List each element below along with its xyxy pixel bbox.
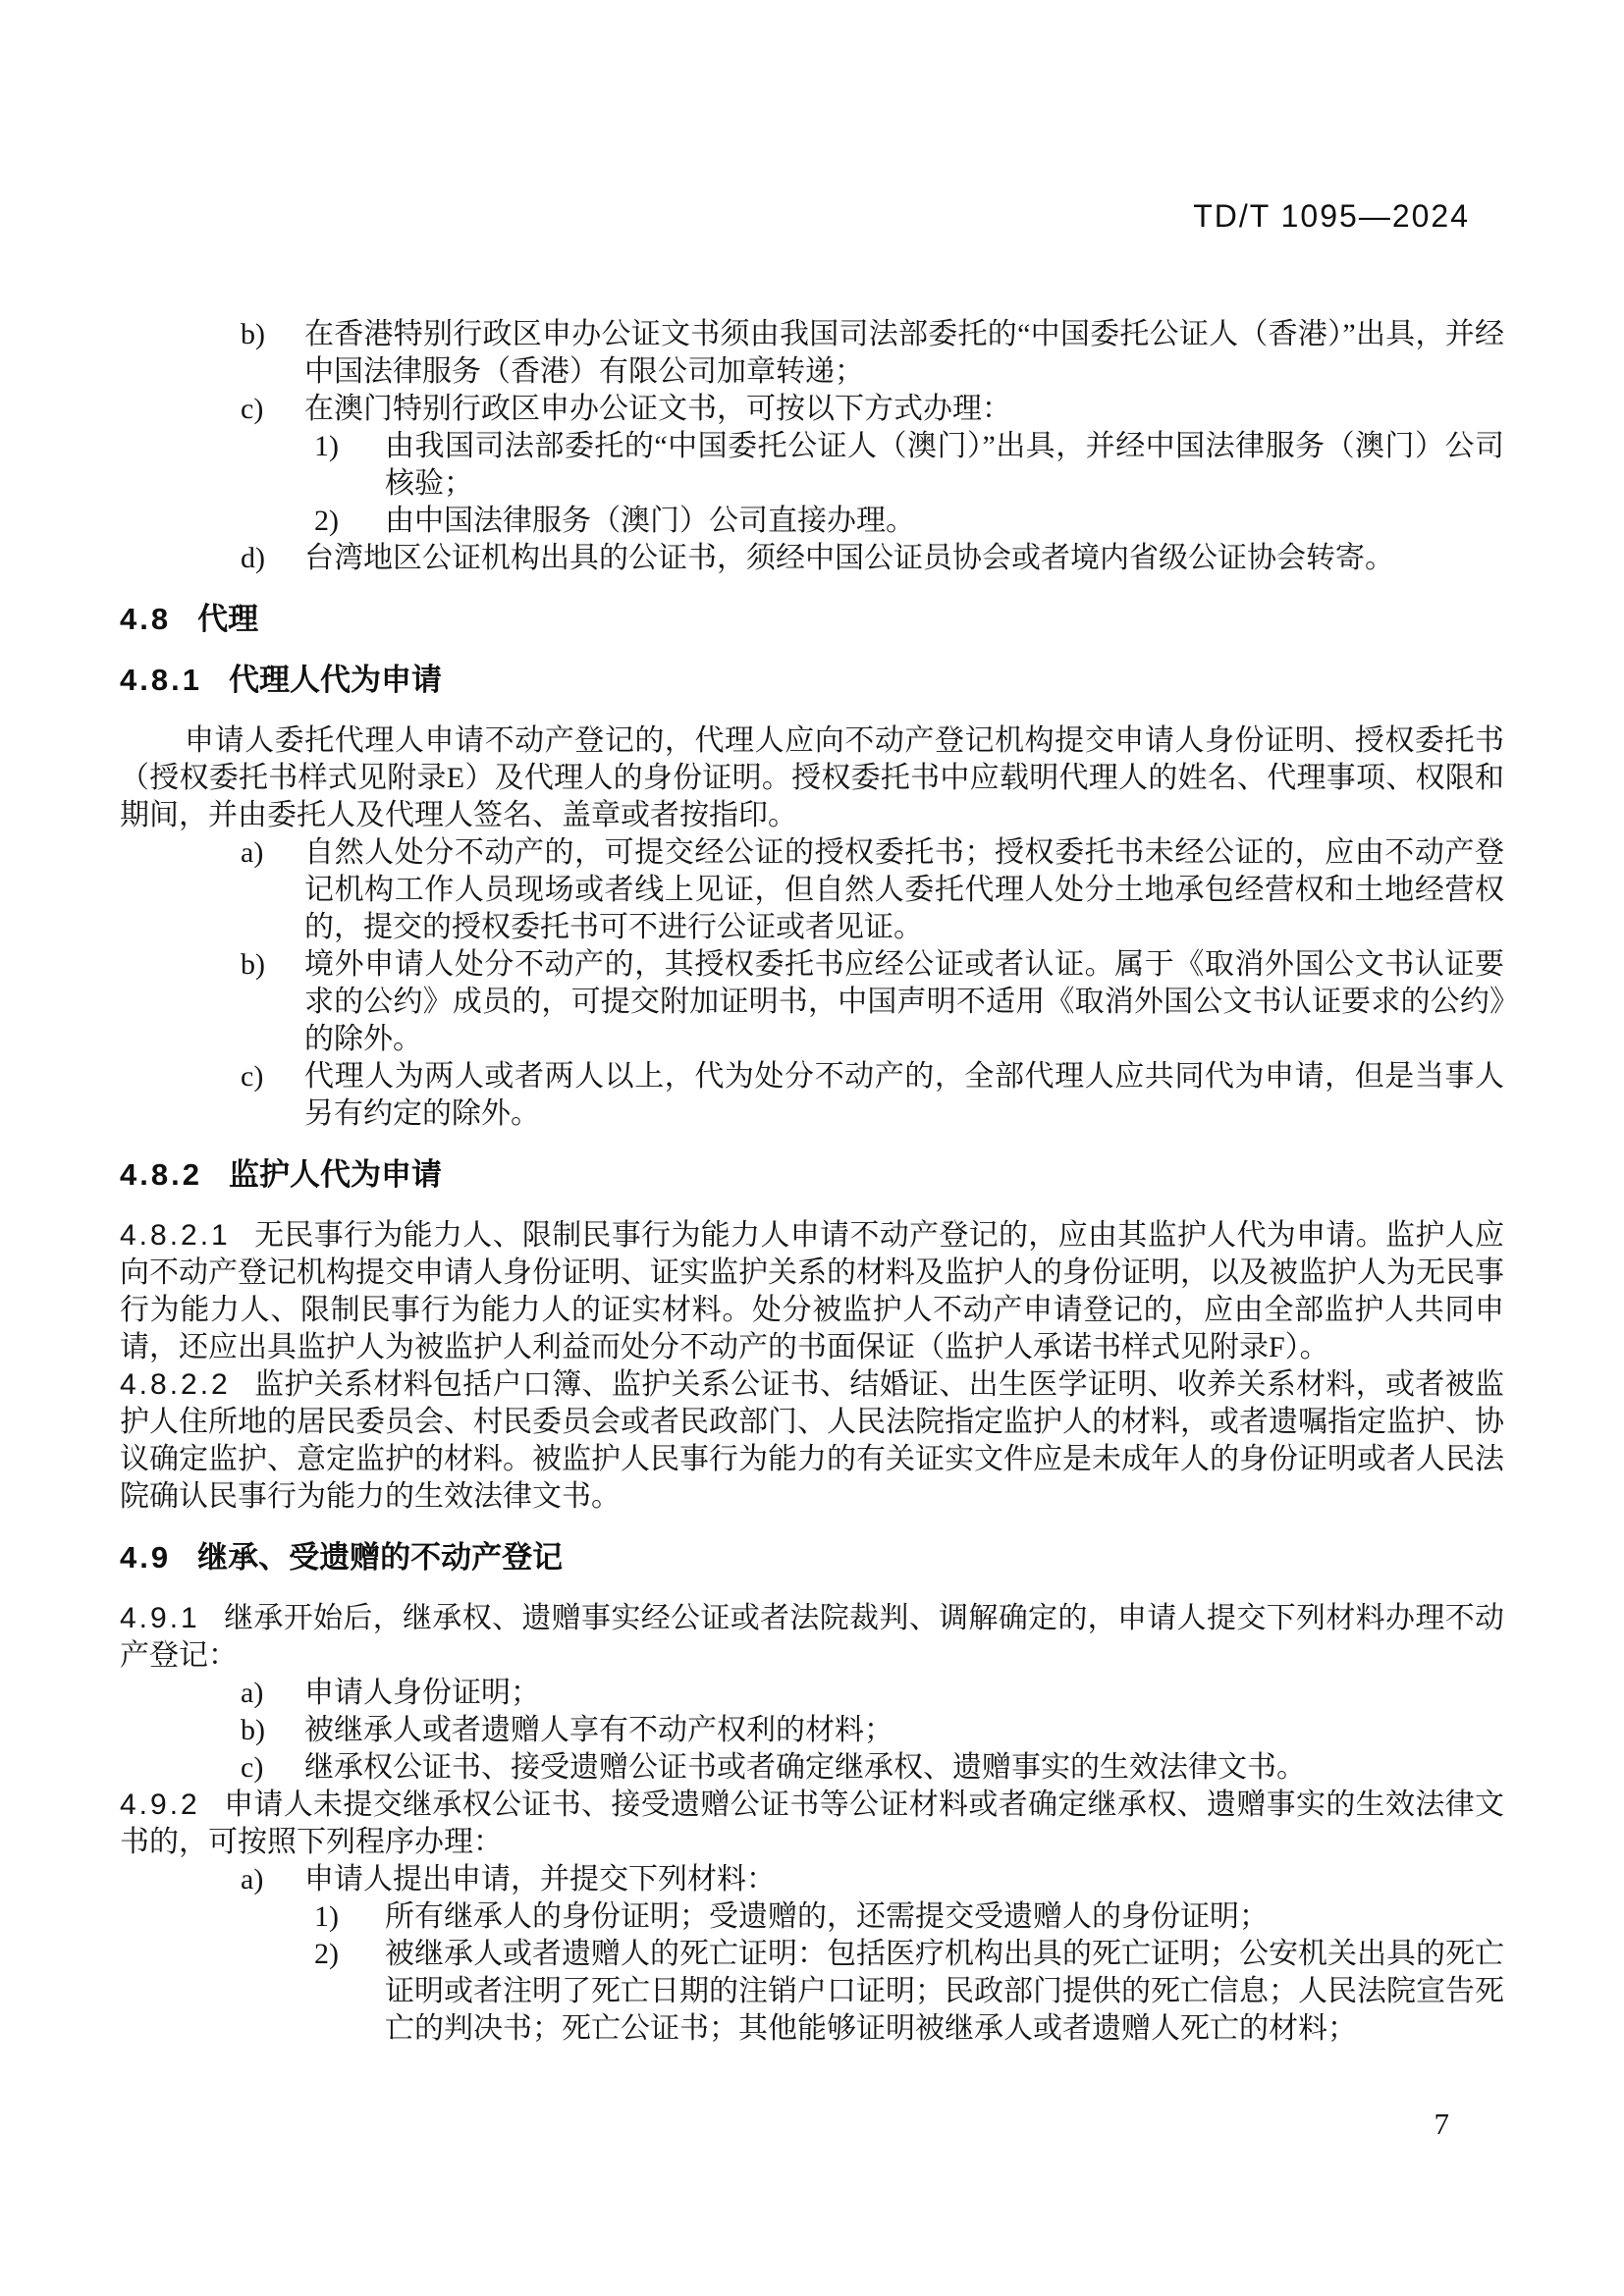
list-item-text: 继承权公证书、接受遗赠公证书或者确定继承权、遗赠事实的生效法律文书。: [304, 1751, 1306, 1784]
page-number: 7: [1434, 2107, 1449, 2141]
section-heading-4-8: [120, 601, 1504, 638]
clause-number: 4.8.2.1: [120, 1219, 231, 1252]
clause-number: 4.8.2.2: [120, 1368, 231, 1401]
section-title: 代理人代为申请: [228, 663, 442, 697]
list-item-c: [120, 1058, 1504, 1133]
list-item-text: 代理人为两人或者两人以上，代为处分不动产的，全部代理人应共同代为申请，但是当事人另有约定的除外。: [304, 1060, 1504, 1130]
list-item-a: [120, 1675, 1504, 1712]
section-number: 4.9: [120, 1540, 172, 1575]
list-item-b: [120, 316, 1504, 391]
list-item-text: 境外申请人处分不动产的，其授权委托书应经公证或者认证。属于《取消外国公文书认证要求的公约》成员的，可提交附加证明书，中国声明不适用《取消外国公文书认证要求的公约》的除外。: [304, 948, 1504, 1055]
clause-number: 4.9.2: [120, 1789, 200, 1821]
list-item-a: [120, 834, 1504, 946]
clause-text: 申请人未提交继承权公证书、接受遗赠公证书等公证材料或者确定继承权、遗赠事实的生效法律文书的，可按照下列程序办理：: [120, 1789, 1504, 1858]
list-item-label: c): [241, 1060, 264, 1093]
document-body: [120, 316, 1504, 2048]
body-paragraph: 申请人委托代理人申请不动产登记的，代理人应向不动产登记机构提交申请人身份证明、授权委托书（授权委托书样式见附录E）及代理人的身份证明。授权委托书中应载明代理人的姓名、代理事项、权限和期间，并由委托人及代理人签名、盖章或者按指印。: [120, 724, 1504, 831]
standard-number: TD/T 1095—2024: [1193, 198, 1470, 234]
list-item-label: b): [241, 948, 265, 981]
list-item-text: 自然人处分不动产的，可提交经公证的授权委托书；授权委托书未经公证的，应由不动产登记机构工作人员现场或者线上见证，但自然人委托代理人处分土地承包经营权和土地经营权的，提交的授权委托书可不进行公证或者见证。: [304, 836, 1504, 943]
list-item-text: 由中国法律服务（澳门）公司直接办理。: [385, 505, 915, 537]
list-item-label: c): [241, 1751, 264, 1784]
section-number: 4.8.1: [120, 663, 202, 697]
section-number: 4.8: [120, 602, 172, 636]
clause-4-9-1: [120, 1600, 1504, 1675]
list-item-text: 申请人身份证明；: [304, 1677, 540, 1709]
clause-4-9-2: [120, 1787, 1504, 1861]
list-item-label: 2): [314, 505, 339, 537]
list-item-text: 由我国司法部委托的“中国委托公证人（澳门）”出具，并经中国法律服务（澳门）公司核验；: [385, 430, 1504, 500]
sublist-item-1: [120, 428, 1504, 503]
clause-number: 4.9.1: [120, 1602, 200, 1634]
list-item-a: [120, 1861, 1504, 1898]
list-item-label: a): [241, 1863, 264, 1896]
clause-text: 监护关系材料包括户口簿、监护关系公证书、结婚证、出生医学证明、收养关系材料，或者被监护人住所地的居民委员会、村民委员会或者民政部门、人民法院指定监护人的材料，或者遗嘱指定监护、协议确定监护、意定监护的材料。被监护人民事行为能力的有关证实文件应是未成年人的身份证明或者人民法院确认民事行为能力的生效法律文书。: [120, 1368, 1504, 1513]
list-item-label: 1): [314, 1900, 339, 1933]
sublist-item-1: [120, 1898, 1504, 1936]
list-item-text: 申请人提出申请，并提交下列材料：: [304, 1863, 776, 1896]
list-item-text: 被继承人或者遗赠人的死亡证明：包括医疗机构出具的死亡证明；公安机关出具的死亡证明或者注明了死亡日期的注销户口证明；民政部门提供的死亡信息；人民法院宣告死亡的判决书；死亡公证书；其他能够证明被继承人或者遗赠人死亡的材料；: [385, 1938, 1504, 2045]
list-item-label: b): [241, 318, 265, 350]
list-item-text: 在澳门特别行政区申办公证文书，可按以下方式办理：: [304, 393, 1011, 425]
clause-4-8-2-2: [120, 1366, 1504, 1516]
section-title: 监护人代为申请: [228, 1157, 442, 1192]
section-heading-4-8-2: [120, 1156, 1504, 1194]
list-item-text: 所有继承人的身份证明；受遗赠的，还需提交受遗赠人的身份证明；: [385, 1900, 1269, 1933]
section-heading-4-8-1: [120, 662, 1504, 699]
list-item-label: a): [241, 836, 264, 869]
list-item-text: 被继承人或者遗赠人享有不动产权利的材料；: [304, 1714, 893, 1746]
list-item-d: [120, 540, 1504, 577]
section-title: 代理: [197, 602, 259, 636]
list-item-c: [120, 1749, 1504, 1787]
section-heading-4-9: [120, 1539, 1504, 1576]
list-item-text: 台湾地区公证机构出具的公证书，须经中国公证员协会或者境内省级公证协会转寄。: [304, 542, 1394, 574]
list-item-label: b): [241, 1714, 265, 1746]
clause-text: 无民事行为能力人、限制民事行为能力人申请不动产登记的，应由其监护人代为申请。监护人应向不动产登记机构提交申请人身份证明、证实监护关系的材料及监护人的身份证明，以及被监护人为无民事行为能力人、限制民事行为能力人的证实材料。处分被监护人不动产申请登记的，应由全部监护人共同申请，还应出具监护人为被监护人利益而处分不动产的书面保证（监护人承诺书样式见附录F）。: [120, 1219, 1504, 1363]
list-item-label: 2): [314, 1938, 339, 1970]
list-item-text: 在香港特别行政区申办公证文书须由我国司法部委托的“中国委托公证人（香港）”出具，并经中国法律服务（香港）有限公司加章转递；: [304, 318, 1504, 388]
clause-4-8-2-1: [120, 1217, 1504, 1366]
sublist-item-2: [120, 1936, 1504, 2048]
list-item-label: d): [241, 542, 265, 574]
list-item-label: a): [241, 1677, 264, 1709]
list-item-b: [120, 1712, 1504, 1749]
list-item-b: [120, 946, 1504, 1058]
list-item-label: 1): [314, 430, 339, 462]
section-number: 4.8.2: [120, 1157, 202, 1192]
list-item-label: c): [241, 393, 264, 425]
sublist-item-2: [120, 503, 1504, 540]
clause-text: 继承开始后，继承权、遗赠事实经公证或者法院裁判、调解确定的，申请人提交下列材料办理不动产登记：: [120, 1602, 1504, 1672]
section-title: 继承、受遗赠的不动产登记: [197, 1540, 564, 1575]
list-item-c: [120, 391, 1504, 428]
